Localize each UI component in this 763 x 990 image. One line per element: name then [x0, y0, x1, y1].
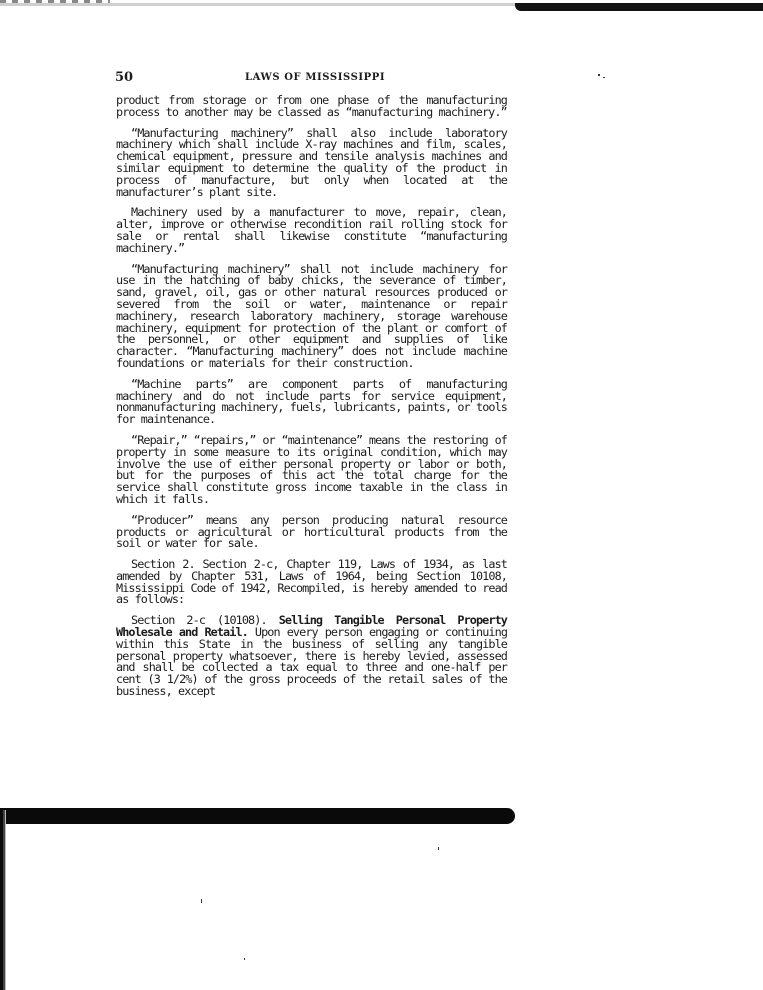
scan-speck: [603, 77, 605, 78]
scan-left-edge: [0, 810, 12, 990]
paragraph: product from storage or from one phase of the manufacturing process to another may be classed as “manufacturing machinery.”: [116, 93, 507, 119]
paragraph: Machinery used by a manufacturer to move, repair, clean, alter, improve or otherwise recondition rail rolling stock for sale or rental shall likewise constitute “manufacturing machinery.”: [116, 205, 507, 255]
section-text: Upon every person engaging or continuing within this State in the business of selling any tangible personal property whatsoever, there is hereby levied, assessed and shall be collected a tax equal to three and one-half per cent (3 1/2%) of the gross proceeds of the retail sales of the business, except: [116, 625, 508, 699]
scan-speck: [598, 74, 600, 76]
section-paragraph: [116, 615, 507, 698]
scan-top-shadow: [515, 3, 763, 11]
paragraph: “Producer” means any person producing natural resource products or agricultural or horticultural products from the soil or water for sale.: [116, 512, 507, 551]
scan-speck: [244, 958, 245, 960]
paragraph: “Manufacturing machinery” shall also include laboratory machinery which shall include X-ray machines and film, scales, chemical equipment, pressure and tensile analysis machines and similar equipment to determine the quality of the product in process of manufacture, but only when located at the manufacturer’s plant site.: [116, 125, 507, 199]
running-head: LAWS OF MISSISSIPPI: [245, 72, 386, 83]
paragraph: “Machine parts” are component parts of manufacturing machinery and do not include parts for service equipment, nonmanufacturing machinery, fuels, lubricants, paints, or tools for maintenance.: [116, 376, 507, 427]
paragraph: “Manufacturing machinery” shall not include machinery for use in the hatching of baby chicks, the severance of timber, sand, gravel, oil, gas or other natural resources produced or severed from the soil or water, maintenance or repair machinery, research laboratory machinery, storage warehouse machinery, equipment for protection of the plant or comfort of the personnel, or other equipment and supplies of like character. “Manufacturing machinery” does not include machine foundations or materials for their construction.: [116, 261, 507, 370]
page-number: 50: [115, 70, 134, 85]
scan-speck: [438, 847, 439, 850]
document-body: [116, 95, 507, 707]
paragraph: Section 2. Section 2-c, Chapter 119, Laws of 1934, as last amended by Chapter 531, Laws of 1964, being Section 10108, Mississippi Code of 1942, Recompiled, is hereby amended to read as follows:: [116, 557, 507, 607]
paragraph: “Repair,” “repairs,” or “maintenance” means the restoring of property in some measure to its original condition, which may involve the use of either personal property or labor or both, but for the purposes of this act the total charge for the service shall constitute gross income taxable in the class in which it falls.: [116, 432, 507, 506]
section-number: Section 2-c (10108).: [131, 613, 267, 628]
scan-bottom-shadow: [0, 808, 515, 824]
scan-speck: [201, 899, 202, 903]
section-heading: Selling Tangible Personal Property Wholesale and Retail.: [116, 613, 507, 640]
